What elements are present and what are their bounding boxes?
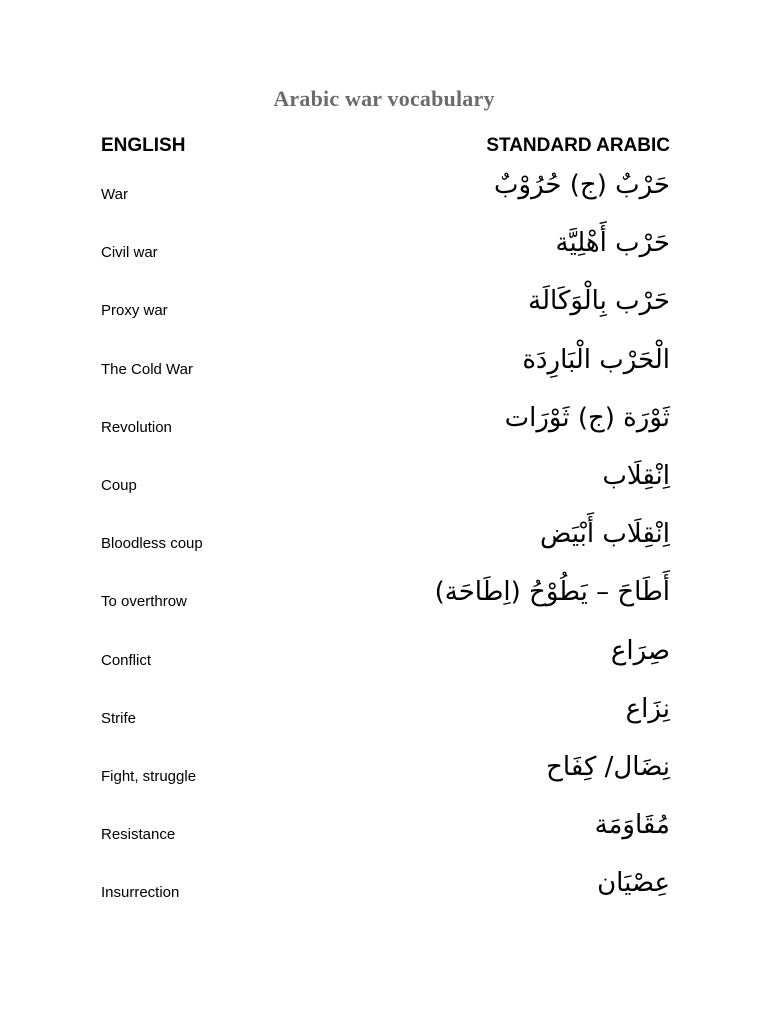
arabic-term: حَرْبٌ (ج) حُرُوْبٌ [494,170,670,200]
vocabulary-list [0,164,768,920]
arabic-term: ثَوْرَة (ج) ثَوْرَات [504,402,670,433]
vocabulary-row [0,397,768,455]
vocabulary-row [0,630,768,688]
vocabulary-row [0,280,768,338]
english-term: Revolution [101,418,172,436]
english-term: Strife [101,709,137,727]
english-term: The Cold War [101,360,193,378]
vocabulary-row [0,862,768,920]
arabic-term: مُقَاوَمَة [594,810,670,841]
vocabulary-row [0,804,768,862]
english-term: Insurrection [101,884,180,902]
arabic-term: حَرْب أَهْلِيَّة [555,228,670,259]
document-title: Arabic war vocabulary [273,86,495,111]
column-header-english: ENGLISH [101,135,186,156]
column-header-arabic: STANDARD ARABIC [486,135,670,156]
english-term: Fight, struggle [101,767,197,785]
english-term: Bloodless coup [101,535,203,553]
english-term: To overthrow [101,593,187,611]
arabic-term: اِنْقِلَاب أَبْيَض [539,519,670,550]
english-term: Coup [101,476,137,494]
english-term: War [101,186,128,203]
arabic-term: أَطَاحَ – يَطُوْحُ (اِطَاحَة) [434,577,670,608]
arabic-term: نِزَاع [625,693,670,724]
arabic-term: عِصْيَان [597,868,670,899]
vocabulary-row [0,746,768,804]
english-term: Civil war [101,244,158,262]
english-term: Resistance [101,826,176,844]
vocabulary-row [0,164,768,222]
arabic-term: حَرْب بِالْوَكَالَة [528,286,670,317]
arabic-term: نِضَال/ كِفَاح [546,751,670,782]
vocabulary-row [0,339,768,397]
vocabulary-row [0,688,768,746]
vocabulary-row [0,455,768,513]
arabic-term: صِرَاع [610,635,670,666]
arabic-term: الْحَرْب الْبَارِدَة [522,344,670,375]
vocabulary-row [0,571,768,629]
vocabulary-row [0,513,768,571]
vocabulary-row [0,222,768,280]
arabic-term: اِنْقِلَاب [602,460,670,491]
english-term: Proxy war [101,302,168,320]
english-term: Conflict [101,651,152,669]
